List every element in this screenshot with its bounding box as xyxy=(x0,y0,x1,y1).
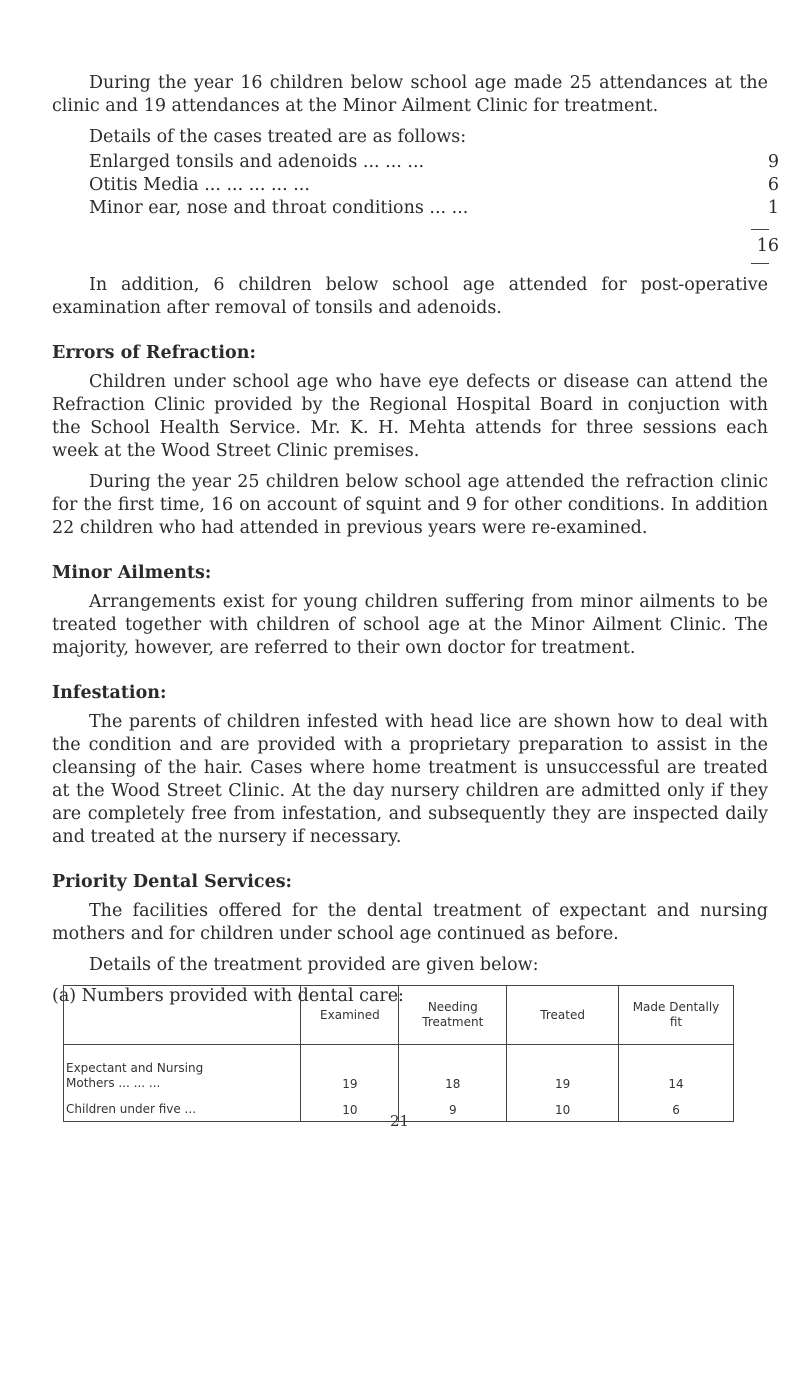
row-label xyxy=(64,1045,301,1094)
case-label: Otitis Media ... ... ... ... ... xyxy=(89,175,310,195)
minor-ailments-paragraph: Arrangements exist for young children suffering from minor ailments to be treated together with children of school age at the Minor Ailment Clinic. The majority, however, are referred to their own doctor for treatment. xyxy=(52,592,768,658)
dental-subheading-a: (a) Numbers provided with dental care: xyxy=(52,986,404,1006)
list-item xyxy=(89,151,779,174)
refraction-paragraph-2: During the year 25 children below school age attended the refraction clinic for the first time, 16 on account of squint and 9 for other conditions. In addition 22 children who had attended in previous years were re-examined. xyxy=(52,472,768,538)
cell-treated: 19 xyxy=(507,1045,619,1094)
header-made-dentally-fit xyxy=(619,986,734,1045)
row-label-line2: Mothers ... ... ... xyxy=(66,1076,161,1090)
case-label: Minor ear, nose and throat conditions ... ... xyxy=(89,198,469,218)
header-fit-text: Made Dentally fit xyxy=(632,1000,720,1029)
list-item xyxy=(89,174,779,197)
cell-needing: 18 xyxy=(399,1045,507,1094)
row-label-line1: Expectant and Nursing xyxy=(66,1061,204,1075)
header-needing-treatment xyxy=(399,986,507,1045)
cell-fit: 14 xyxy=(619,1045,734,1094)
header-examined: Examined xyxy=(301,986,399,1045)
table-header-row xyxy=(64,986,734,1045)
cases-list xyxy=(89,151,779,264)
minor-ailments-heading: Minor Ailments: xyxy=(52,563,212,583)
case-label: Enlarged tonsils and adenoids ... ... ... xyxy=(89,152,425,172)
dental-table-wrapper xyxy=(63,985,737,1122)
row-label: Children under five ... xyxy=(64,1093,301,1122)
details-intro: Details of the cases treated are as follows: xyxy=(89,127,467,147)
infestation-heading: Infestation: xyxy=(52,683,167,703)
case-value: 9 xyxy=(767,152,779,172)
cell-treated: 10 xyxy=(507,1093,619,1122)
cell-examined: 19 xyxy=(301,1045,399,1094)
cell-needing: 9 xyxy=(399,1093,507,1122)
refraction-heading: Errors of Refraction: xyxy=(52,343,256,363)
list-item xyxy=(89,197,779,220)
total-rule-bottom xyxy=(751,263,769,264)
dental-paragraph-2: Details of the treatment provided are given below: xyxy=(89,955,539,975)
dental-table xyxy=(63,985,734,1122)
post-operative-paragraph: In addition, 6 children below school age attended for post-operative examination after removal of tonsils and adenoids. xyxy=(52,275,768,318)
cases-total-row xyxy=(89,235,779,258)
cell-examined: 10 xyxy=(301,1093,399,1122)
header-treated: Treated xyxy=(507,986,619,1045)
intro-paragraph: During the year 16 children below school age made 25 attendances at the clinic and 19 attendances at the Minor Ailment Clinic for treatment. xyxy=(52,73,768,116)
infestation-paragraph: The parents of children infested with head lice are shown how to deal with the condition and are provided with a proprietary preparation to assist in the cleansing of the hair. Cases where home treatment is unsuccessful are treated at the Wood Street Clinic. At the day nursery children are admitted only if they are completely free from infestation, and subsequently they are inspected daily and treated at the nursery if necessary. xyxy=(52,712,768,847)
document-page xyxy=(52,72,779,1008)
page-number: 21 xyxy=(390,1112,410,1130)
cases-total: 16 xyxy=(756,236,779,256)
table-row xyxy=(64,1045,734,1094)
dental-heading: Priority Dental Services: xyxy=(52,872,293,892)
case-value: 6 xyxy=(767,175,779,195)
cell-fit: 6 xyxy=(619,1093,734,1122)
case-value: 1 xyxy=(767,198,779,218)
header-needing-text: Needing Treatment xyxy=(422,1000,484,1029)
header-blank xyxy=(64,986,301,1045)
refraction-paragraph-1: Children under school age who have eye defects or disease can attend the Refraction Clinic provided by the Regional Hospital Board in conjuction with the School Health Service. Mr. K. H. Mehta attends for three sessions each week at the Wood Street Clinic premises. xyxy=(52,372,768,461)
dental-paragraph-1: The facilities offered for the dental treatment of expectant and nursing mothers and for children under school age continued as before. xyxy=(52,901,768,944)
